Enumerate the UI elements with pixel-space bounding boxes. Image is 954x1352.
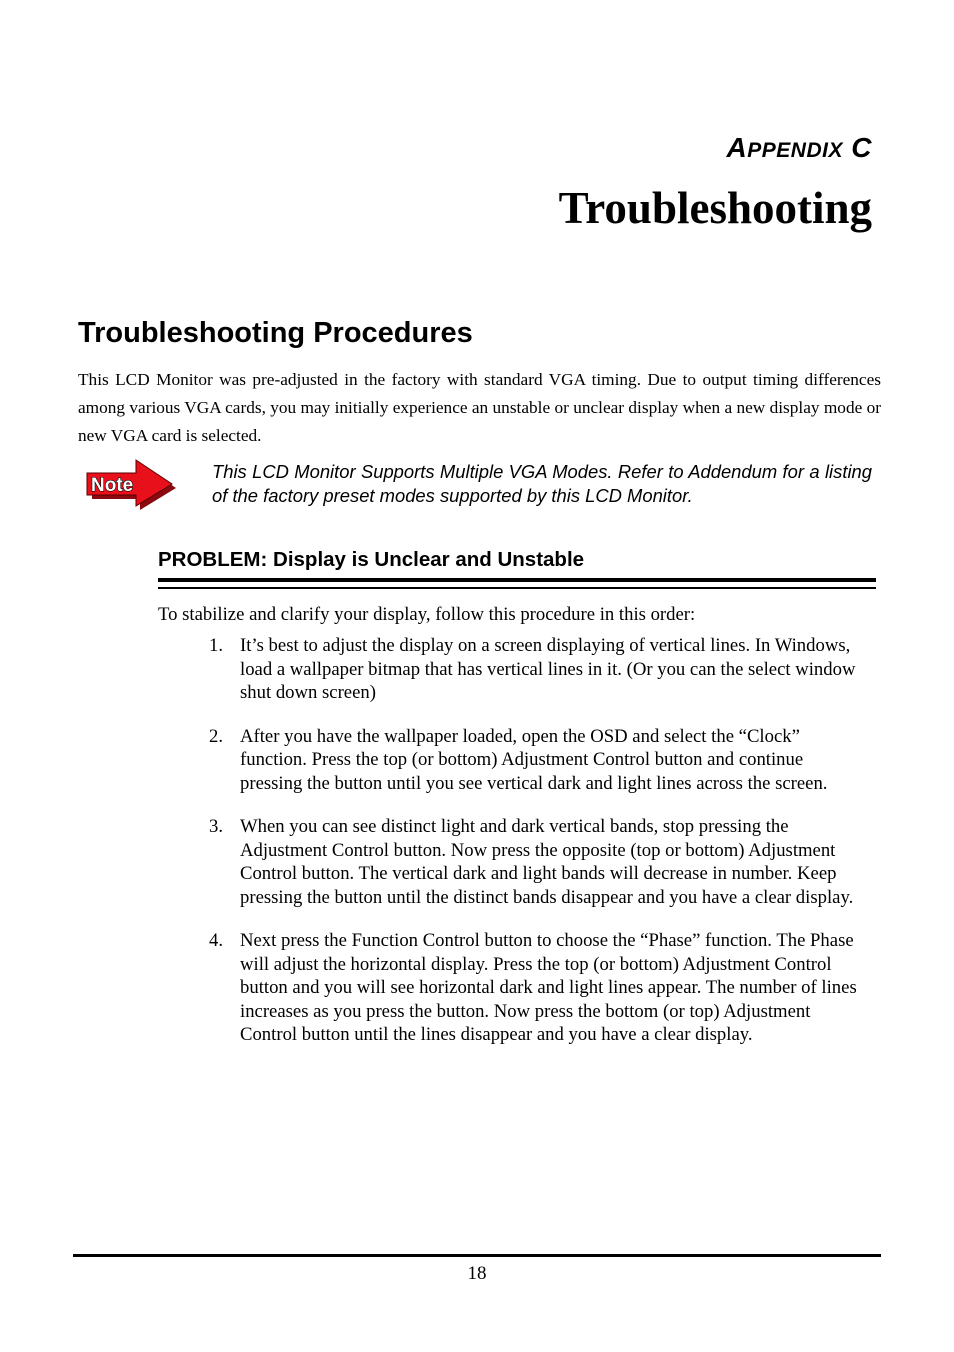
step-2 [206, 725, 870, 796]
note-icon-label: Note [91, 475, 134, 496]
step-number: 3. [209, 816, 224, 837]
procedure-steps [206, 634, 870, 1067]
step-3 [206, 815, 870, 909]
procedure-intro: To stabilize and clarify your display, follow this procedure in this order: [158, 604, 696, 625]
chapter-title: Troubleshooting [558, 183, 872, 233]
step-number: 4. [209, 930, 224, 951]
page-number: 18 [467, 1263, 487, 1284]
step-text: It’s best to adjust the display on a screen displaying of vertical lines. In Windows, load a wallpaper bitmap that has vertical lines in it. (Or you can the select window shut down screen) [240, 635, 856, 703]
heading-rule-thick [158, 578, 876, 582]
step-text: After you have the wallpaper loaded, open the OSD and select the “Clock” function. Press the top (or bottom) Adjustment Control button and continue pressing the button until you see vertical dark and light lines across the screen. [240, 725, 828, 794]
appendix-word: PPENDIX [747, 139, 843, 162]
footer-rule [73, 1254, 881, 1257]
step-number: 1. [209, 635, 224, 656]
step-1 [206, 634, 870, 705]
step-text: Next press the Function Control button to choose the “Phase” function. The Phase will adjust the horizontal display. Press the top (or bottom) Adjustment Control button and you will see horizontal dark and light lines appear. The number of lines increases as you press the button. Now press the bottom (or top) Adjustment Control button until the lines disappear and you have a clear display. [240, 930, 857, 1045]
heading-rule-thin [158, 587, 876, 589]
step-text: When you can see distinct light and dark vertical bands, stop pressing the Adjustment Control button. Now press the opposite (top or bottom) Adjustment Control button. The vertical dark and light bands will decrease in number. Keep pressing the button until the distinct bands disappear and you have a clear display. [240, 816, 854, 908]
note-arrow-icon [82, 459, 178, 511]
appendix-label [727, 132, 872, 164]
step-number: 2. [209, 725, 224, 747]
appendix-initial: A [726, 132, 748, 163]
step-4 [206, 929, 870, 1047]
note-text: This LCD Monitor Supports Multiple VGA Modes. Refer to Addendum for a listing of the factory preset modes supported by this LCD Monitor. [212, 461, 872, 506]
appendix-letter: C [851, 132, 872, 163]
problem-heading: PROBLEM: Display is Unclear and Unstable [158, 548, 585, 571]
section-title: Troubleshooting Procedures [78, 317, 473, 349]
intro-paragraph: This LCD Monitor was pre-adjusted in the factory with standard VGA timing. Due to output timing differences among various VGA cards, you may initially experience an unstable or unclear display when a new display mode or new VGA card is selected. [78, 370, 881, 445]
